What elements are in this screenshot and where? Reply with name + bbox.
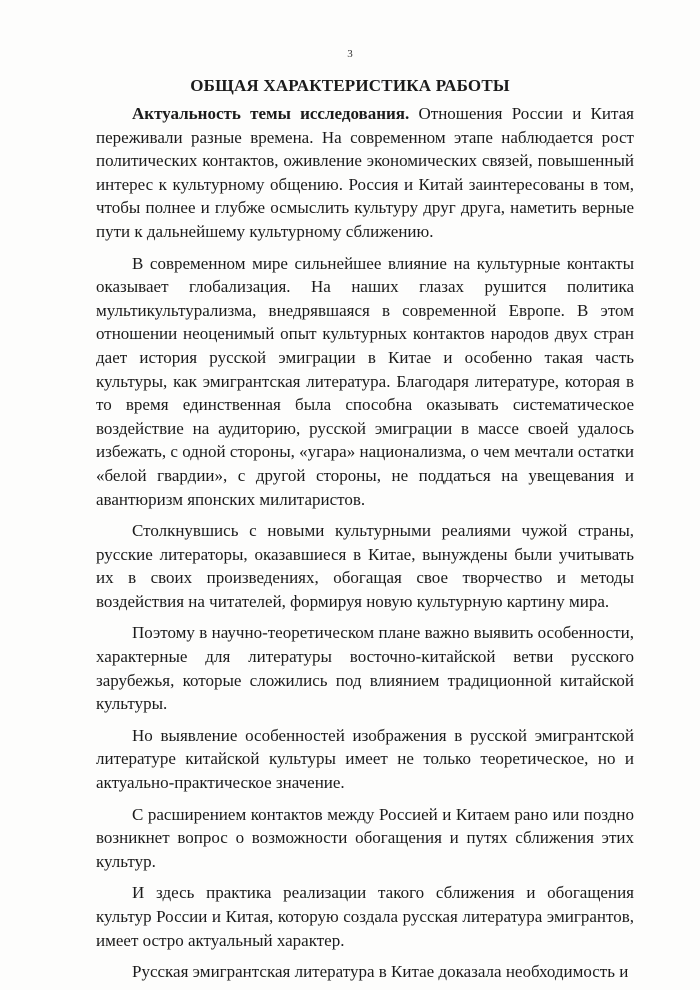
paragraph-globalization: В современном мире сильнейшее влияние на культурные контакты оказывает глобализация. На наших глазах рушится политика мультикультурализма, внедрявшаяся в современной Европе. В этом отношении неоценимый опыт культурных контактов народов двух стран дает история русской эмиграции в Китае и особенно такая часть культуры, как эмигрантская литература. Благодаря литературе, которая в то время единственная была способна оказывать систематическое воздействие на аудиторию, русской эмиграции в массе своей удалось избежать, с одной стороны, «угара» национализма, о чем мечтали остатки «белой гвардии», с другой стороны, не поддаться на увещевания и авантюризм японских милитаристов. — [96, 253, 634, 509]
body-text — [96, 102, 634, 984]
paragraph-practice: И здесь практика реализации такого сближения и обогащения культур России и Китая, которую создала русская литература эмигрантов, имеет остро актуальный характер. — [96, 883, 634, 950]
paragraph-continuation: Русская эмигрантская литература в Китае доказала необходимость и — [132, 962, 629, 982]
paragraph-theoretical: Поэтому в научно-теоретическом плане важно выявить особенности, характерные для литературы восточно-китайской ветви русского зарубежья, которые сложились под влиянием традиционной китайской культуры. — [96, 623, 634, 714]
paragraph-contacts: С расширением контактов между Россией и Китаем рано или поздно возникнет вопрос о возможности обогащения и путях сближения этих культур. — [96, 804, 634, 871]
section-heading: ОБЩАЯ ХАРАКТЕРИСТИКА РАБОТЫ — [190, 76, 510, 95]
paragraph-text: Отношения России и Китая переживали разные времена. На современном этапе наблюдается рост политических контактов, оживление экономических связей, повышенный интерес к культурному общению. Россия и Китай заинтересованы в том, чтобы полнее и глубже осмыслить культуру друг друга, наметить верные пути к дальнейшему культурному сближению. — [96, 104, 634, 241]
page-number: 3 — [347, 48, 353, 60]
paragraph-relevance — [96, 102, 634, 244]
paragraph-practical: Но выявление особенностей изображения в русской эмигрантской литературе китайской культуры имеет не только теоретическое, но и актуально-практическое значение. — [96, 725, 634, 793]
paragraph-new-realities: Столкнувшись с новыми культурными реалиями чужой страны, русские литераторы, оказавшиеся в Китае, вынуждены были учитывать их в своих произведениях, обогащая свое творчество и методы воздействия на читателей, формируя новую культурную картину мира. — [96, 521, 634, 611]
paragraph-lead: Актуальность темы исследования. — [132, 104, 410, 123]
